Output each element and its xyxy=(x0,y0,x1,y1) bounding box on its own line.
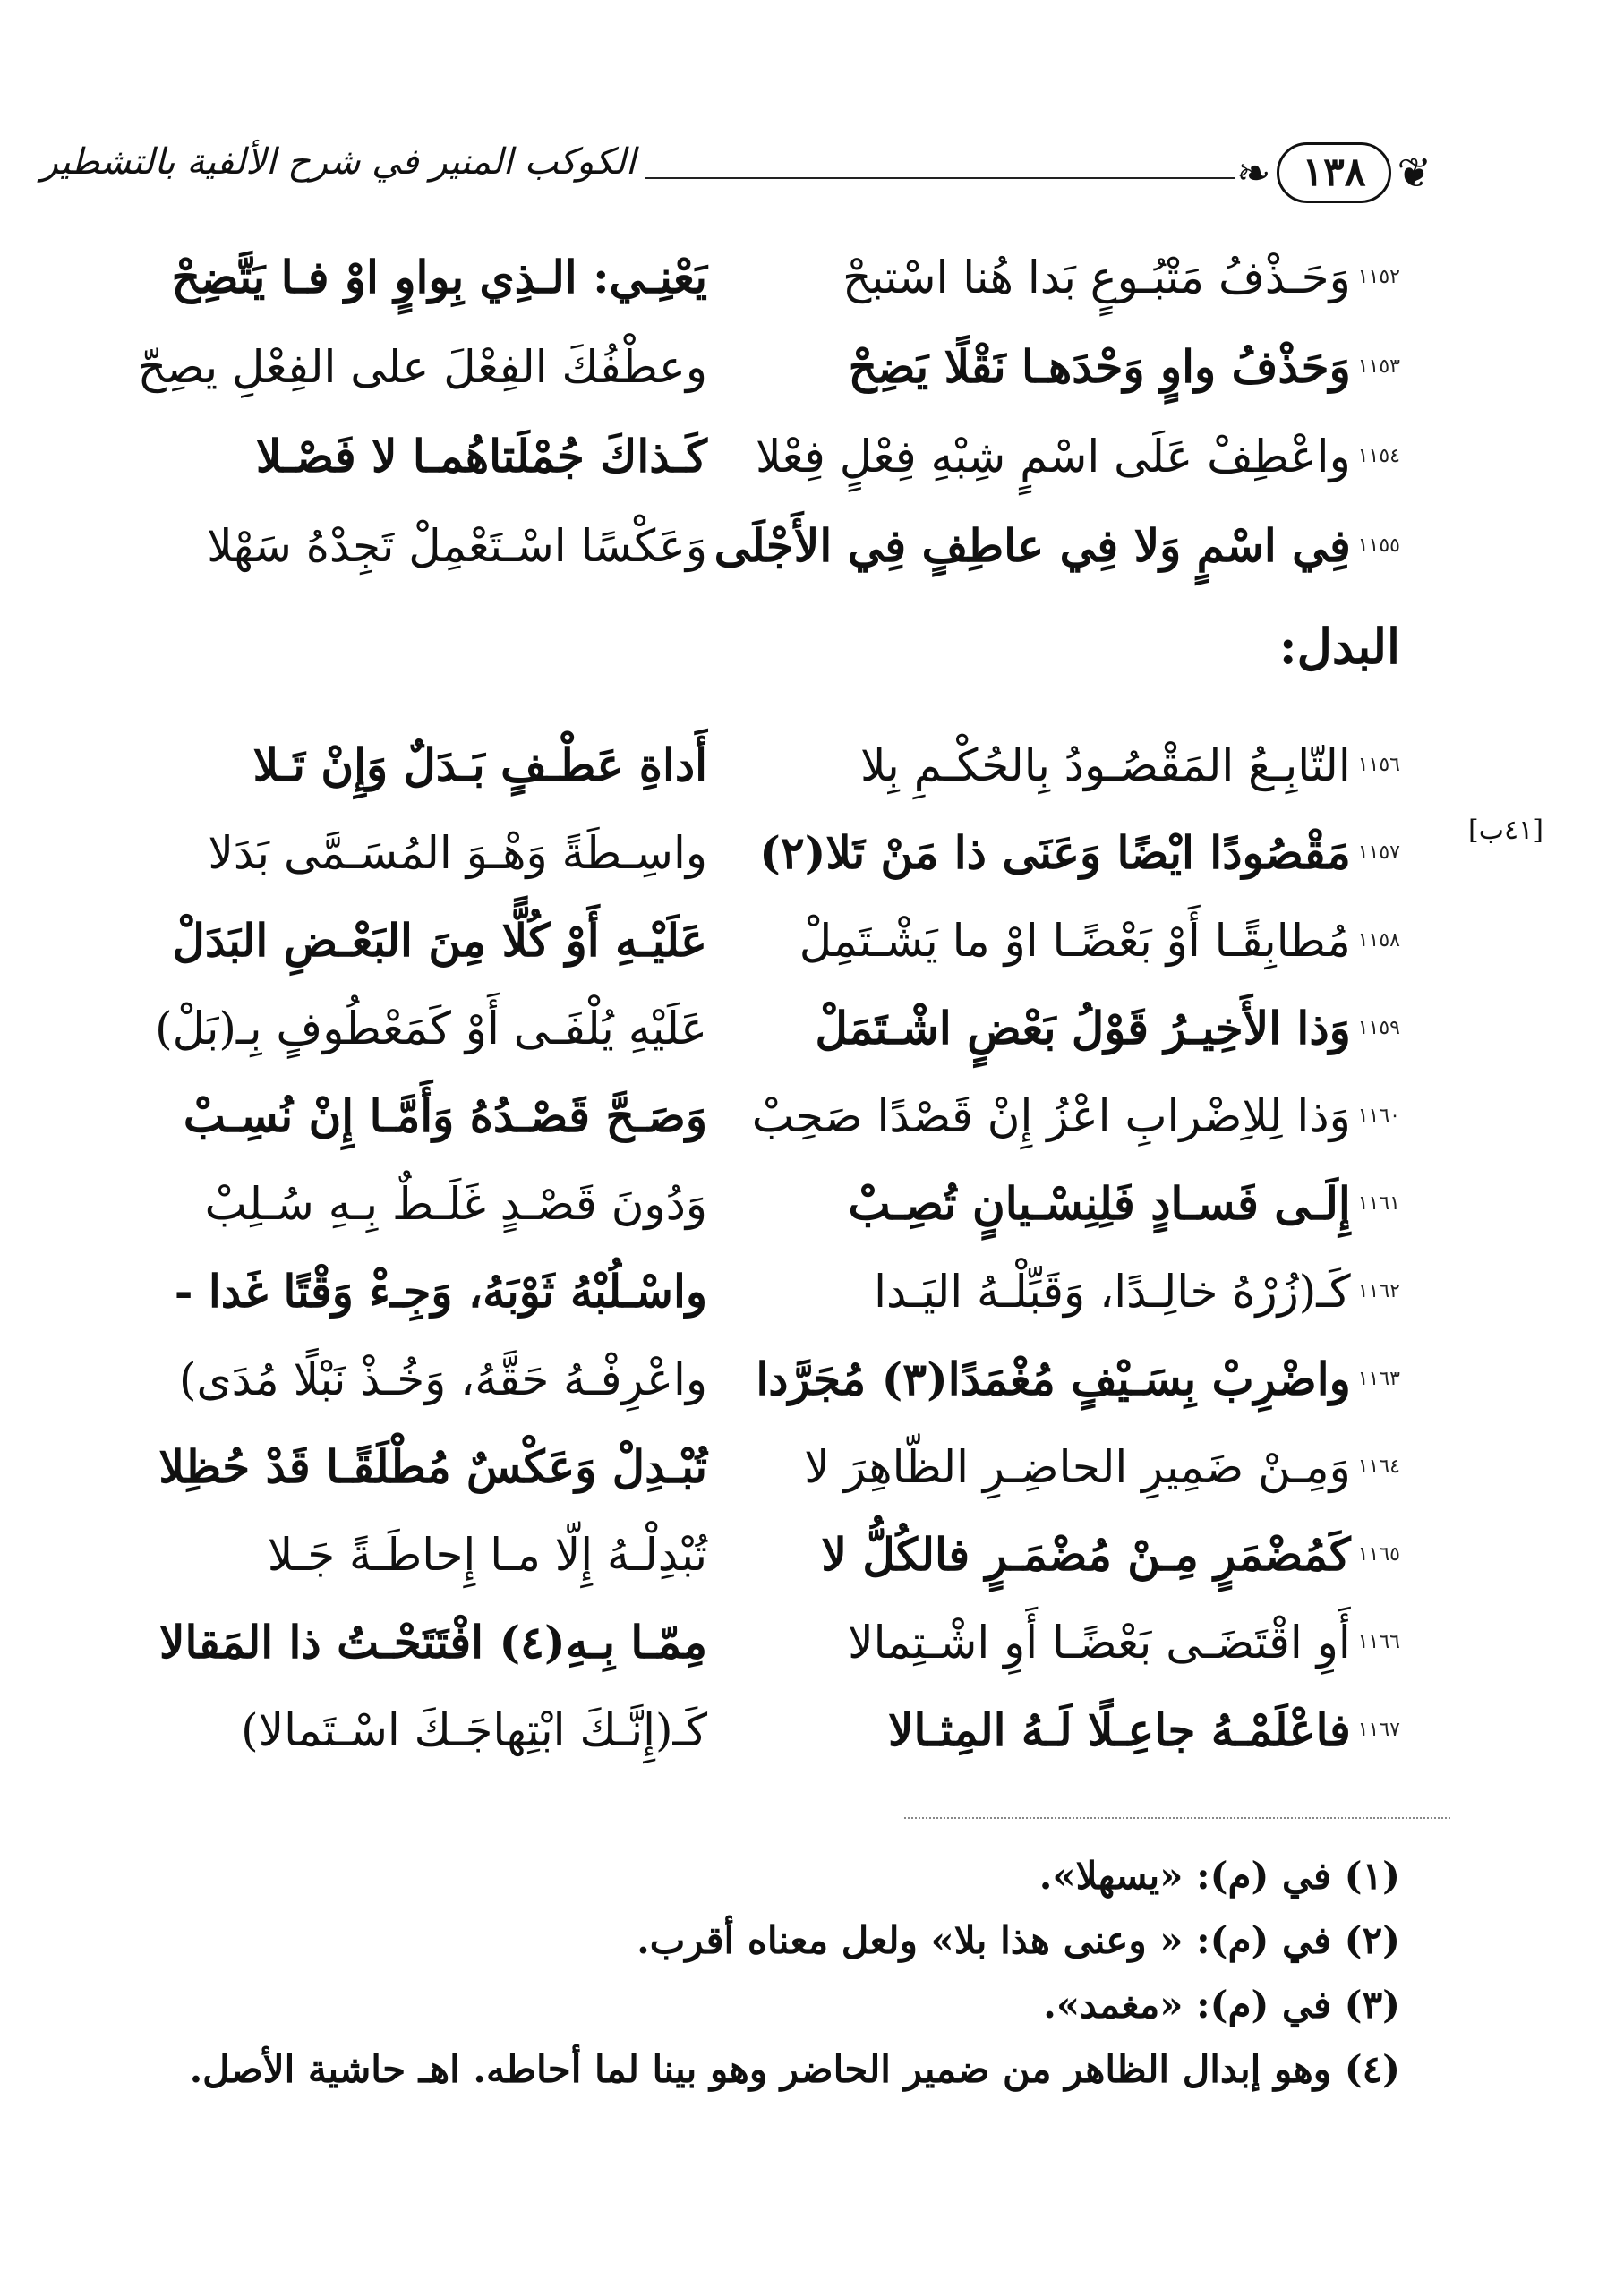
verse-row xyxy=(0,1515,1624,1595)
verse-second-hemistich: كَـ(إِنَّـكَ ابْتِهاجَـكَ اسْـتَمالا) xyxy=(241,1704,707,1756)
running-header xyxy=(40,134,1450,206)
verse-number: ١١٦٢ xyxy=(1357,1280,1400,1302)
verse-number: ١١٥٦ xyxy=(1357,754,1400,776)
verse-number: ١١٦٥ xyxy=(1357,1543,1400,1566)
verse-row xyxy=(0,506,1624,586)
verse-row xyxy=(0,1251,1624,1332)
verse-number: ١١٥٧ xyxy=(1357,841,1400,864)
header-rule xyxy=(645,177,1235,179)
verse-first-hemistich: ١١٥٤ واعْطِفْ عَلَى اسْمٍ شِبْهِ فِعْلٍ فِعْلا xyxy=(809,416,1400,497)
verse-second-hemistich: عَلَيْهِ يُلْفَـى أَوْ كَمَعْطُوفٍ بِـ(بَلْ) xyxy=(155,1003,707,1054)
verse-first-hemistich: ١١٦٢ كَـ(زُرْهُ خالِـدًا، وَقَبِّلْـهُ اليَـدا xyxy=(809,1251,1400,1332)
verse-row xyxy=(0,1339,1624,1420)
verse-first-hemistich: ١١٦٥ كَمُضْمَرٍ مِـنْ مُضْمَـرٍ فالكُلُّ لا xyxy=(809,1515,1400,1595)
verse-number: ١١٥٢ xyxy=(1357,266,1400,288)
verse-row xyxy=(0,988,1624,1069)
verse-second-hemistich: واسِـطَةً وَهْـوَ المُسَـمَّى بَدَلا xyxy=(208,827,707,879)
verse-first-hemistich: ١١٥٩ وَذا الأَخِيـرُ قَوْلُ بَعْضٍ اشْـتَمَلْ xyxy=(809,988,1400,1069)
verse-number: ١١٥٤ xyxy=(1357,445,1400,467)
verse-number: ١١٦٤ xyxy=(1357,1455,1400,1478)
verse-second-hemistich: واعْرِفْـهُ حَقَّهُ، وَخُـذْ نَبْلًا مُدَى) xyxy=(179,1353,707,1405)
verse-second-hemistich: عَلَيْـهِ أَوْ كُلًّا مِنَ البَعْـضِ البَدَلْ xyxy=(172,914,707,967)
verse-first-hemistich: ١١٦٤ وَمِـنْ ضَمِيرِ الحاضِـرِ الظّاهِرَ لا xyxy=(809,1427,1400,1507)
verse-second-hemistich: كَـذاكَ جُمْلَتاهُمـا لا فَصْـلا xyxy=(255,430,707,482)
verse-first-hemistich: ١١٦٦ أَوِ اقْتَضَـى بَعْضًـا أَوِ اشْـتِمالا xyxy=(809,1602,1400,1683)
footnote: (١) في (م): «يسهلا». xyxy=(1039,1854,1400,1898)
verse-number: ١١٥٨ xyxy=(1357,929,1400,952)
footnote-separator xyxy=(904,1817,1450,1819)
verse-second-hemistich: وعطْفُكَ الفِعْلَ على الفِعْلِ يصِحّ xyxy=(137,341,707,393)
verse-row xyxy=(0,1164,1624,1244)
verse-number: ١١٦١ xyxy=(1357,1192,1400,1215)
verse-second-hemistich: أَداةِ عَطْـفٍ بَـدَلٌ وَإِنْ تَـلا xyxy=(252,738,707,791)
verse-first-hemistich: ١١٥٦ التّابِـعُ المَقْصُـودُ بِالحُكْـمِ بِلا xyxy=(809,725,1400,806)
book-title: الكوكب المنير في شرح الألفية بالتشطير xyxy=(40,141,636,183)
verse-first-hemistich: ١١٥٢ وَحَـذْفُ مَتْبُـوعٍ بَدا هُنا اسْتبحْ xyxy=(809,237,1400,318)
page-number-frame xyxy=(1227,138,1441,208)
verse-row xyxy=(0,1076,1624,1157)
verse-second-hemistich: تُبْـدِلْ وَعَكْسٌ مُطْلَقًـا قَدْ حُظِلا xyxy=(158,1440,707,1493)
verse-first-hemistich: ١١٥٧ مَقْصُودًا ايْضًا وَعَنَى ذا مَنْ تَلا(٢) xyxy=(809,813,1400,893)
verse-first-hemistich: ١١٥٣ وَحَذْفُ واوٍ وَحْدَهـا نَقْلًا يَضِحْ xyxy=(809,327,1400,407)
verse-second-hemistich: مِمّـا بِـهِ(٤) افْتَتَحْـتُ ذا المَقالا xyxy=(159,1616,707,1669)
footnote: (٢) في (م): « وعنى هذا بلا» ولعل معناه أقرب. xyxy=(637,1918,1400,1962)
verse-first-hemistich: ١١٦١ إِلَـى فَسـادٍ فَلِنِسْـيانٍ تُصِـبْ xyxy=(809,1164,1400,1244)
footnote: (٤) وهو إبدال الظاهر من ضمير الحاضر وهو بينا لما أحاطه. اهـ حاشية الأصل. xyxy=(189,2047,1400,2091)
verse-number: ١١٥٩ xyxy=(1357,1017,1400,1039)
verse-second-hemistich: وَعَكْسًا اسْـتَعْمِلْ تَجِدْهُ سَهْلا xyxy=(207,520,707,572)
verse-row xyxy=(0,416,1624,497)
verse-number: ١١٦٦ xyxy=(1357,1631,1400,1653)
footnote: (٣) في (م): «مغمد». xyxy=(1043,1983,1400,2027)
manuscript-folio-note: [٤١ب] xyxy=(1468,815,1543,846)
verse-second-hemistich: واسْـلُبْهُ ثَوْبَهُ، وَجِـءْ وَقْتًا غَدا - xyxy=(174,1265,707,1318)
section-heading: البدل: xyxy=(1278,618,1400,675)
verse-row xyxy=(0,327,1624,407)
verse-row xyxy=(0,1690,1624,1771)
verse-first-hemistich: ١١٦٧ فاعْلَمْـهُ جاعِـلًا لَـهُ المِثـالا xyxy=(809,1690,1400,1771)
verse-second-hemistich: وَدُونَ قَصْـدٍ غَلَـطٌ بِـهِ سُـلِبْ xyxy=(204,1178,707,1230)
verse-first-hemistich: ١١٦٠ وَذا لِلاِضْرابِ اعْزُ إِنْ قَصْدًا صَحِبْ xyxy=(809,1076,1400,1157)
verse-second-hemistich: يَعْنِـي: الـذِي بِواوٍ اوْ فـا يَتَّضِحْ xyxy=(171,251,707,303)
verse-row xyxy=(0,237,1624,318)
verse-row xyxy=(0,813,1624,893)
verse-row xyxy=(0,1602,1624,1683)
verse-row xyxy=(0,1427,1624,1507)
verse-second-hemistich: تُبْدِلْـهُ إِلّا مـا إِحاطَـةً جَـلا xyxy=(267,1529,707,1581)
page-number: ١٣٨ xyxy=(1277,142,1392,203)
verse-number: ١١٦٧ xyxy=(1357,1719,1400,1741)
verse-first-hemistich: ١١٦٣ واضْرِبْ بِسَـيْفٍ مُغْمَدًا(٣) مُجَرَّدا xyxy=(809,1339,1400,1420)
footnotes xyxy=(183,1844,1400,2102)
verse-row xyxy=(0,725,1624,806)
verse-number: ١١٥٥ xyxy=(1357,534,1400,557)
verse-number: ١١٦٠ xyxy=(1357,1105,1400,1127)
verse-number: ١١٥٣ xyxy=(1357,355,1400,378)
verse-row xyxy=(0,900,1624,981)
ornament-right-icon: ❦ xyxy=(1397,149,1432,197)
verse-first-hemistich: ١١٥٥ فِي اسْمٍ وَلا فِي عاطِفٍ فِي الأَجْلَى xyxy=(809,506,1400,586)
verse-number: ١١٦٣ xyxy=(1357,1368,1400,1390)
ornament-left-icon: ❧ xyxy=(1236,149,1271,197)
verse-second-hemistich: وَصَـحَّ قَصْـدُهُ وَأَمَّـا إِنْ نُسِـبْ xyxy=(183,1089,707,1142)
verse-first-hemistich: ١١٥٨ مُطابِقًـا أَوْ بَعْضًـا اوْ ما يَشْـتَمِلْ xyxy=(809,900,1400,981)
